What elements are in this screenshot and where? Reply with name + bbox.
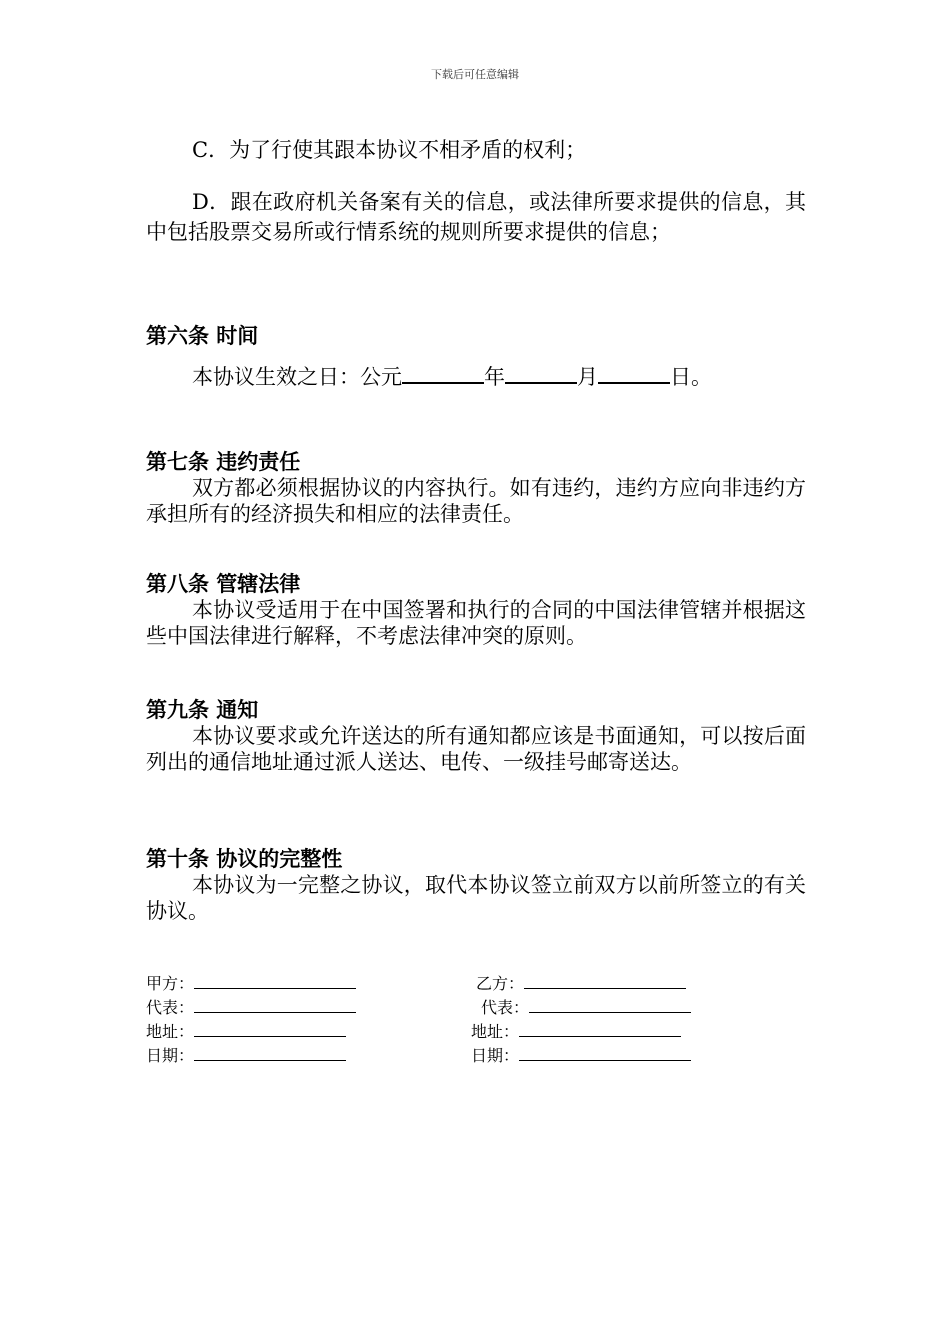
page-header: 下载后可任意编辑 xyxy=(431,68,519,81)
party-a-line xyxy=(194,974,356,989)
clause-item-c: C．为了行使其跟本协议不相矛盾的权利； xyxy=(192,138,587,162)
party-b-name-field xyxy=(476,974,686,994)
effective-date-prefix: 本协议生效之日：公元 xyxy=(192,365,402,389)
party-b-date-line xyxy=(519,1046,691,1061)
party-b-address-label: 地址： xyxy=(471,1022,520,1041)
party-b-rep-label: 代表： xyxy=(481,998,530,1017)
party-b-rep-line xyxy=(529,998,691,1013)
party-a-address-field xyxy=(146,1022,346,1042)
article-6-title: 第六条 时间 xyxy=(146,323,259,348)
article-10-body: 本协议为一完整之协议，取代本协议签立前双方以前所签立的有关协议。 xyxy=(146,873,806,923)
article-10-title: 第十条 协议的完整性 xyxy=(146,846,343,871)
article-9-title: 第九条 通知 xyxy=(146,697,259,722)
article-8-title: 第八条 管辖法律 xyxy=(146,571,301,596)
party-b-date-field xyxy=(471,1046,691,1066)
party-a-name-field xyxy=(146,974,356,994)
party-a-rep-label: 代表： xyxy=(146,998,195,1017)
party-a-date-label: 日期： xyxy=(146,1046,195,1065)
article-6-effective-date xyxy=(146,362,806,390)
month-label: 月 xyxy=(577,365,598,389)
day-label: 日。 xyxy=(670,365,712,389)
party-a-label: 甲方： xyxy=(146,974,195,993)
party-b-address-line xyxy=(519,1022,681,1037)
party-a-address-label: 地址： xyxy=(146,1022,195,1041)
article-8-body: 本协议受适用于在中国签署和执行的合同的中国法律管辖并根据这些中国法律进行解释，不考虑法律冲突的原则。 xyxy=(146,598,806,648)
party-b-date-label: 日期： xyxy=(471,1046,520,1065)
article-7-body: 双方都必须根据协议的内容执行。如有违约，违约方应向非违约方承担所有的经济损失和相应的法律责任。 xyxy=(146,476,806,526)
article-9-body: 本协议要求或允许送达的所有通知都应该是书面通知，可以按后面列出的通信地址通过派人送达、电传、一级挂号邮寄送达。 xyxy=(146,724,806,774)
party-a-date-line xyxy=(194,1046,346,1061)
party-a-rep-line xyxy=(194,998,356,1013)
month-blank xyxy=(505,362,577,384)
party-a-address-line xyxy=(194,1022,346,1037)
party-b-line xyxy=(524,974,686,989)
party-a-rep-field xyxy=(146,998,356,1018)
party-b-rep-field xyxy=(481,998,691,1018)
party-a-date-field xyxy=(146,1046,346,1066)
article-7-title: 第七条 违约责任 xyxy=(146,449,301,474)
clause-item-d: D．跟在政府机关备案有关的信息，或法律所要求提供的信息，其中包括股票交易所或行情系统的规则所要求提供的信息； xyxy=(146,190,806,244)
party-b-label: 乙方： xyxy=(476,974,525,993)
day-blank xyxy=(598,362,670,384)
party-b-address-field xyxy=(471,1022,681,1042)
year-blank xyxy=(402,362,484,384)
year-label: 年 xyxy=(484,365,505,389)
